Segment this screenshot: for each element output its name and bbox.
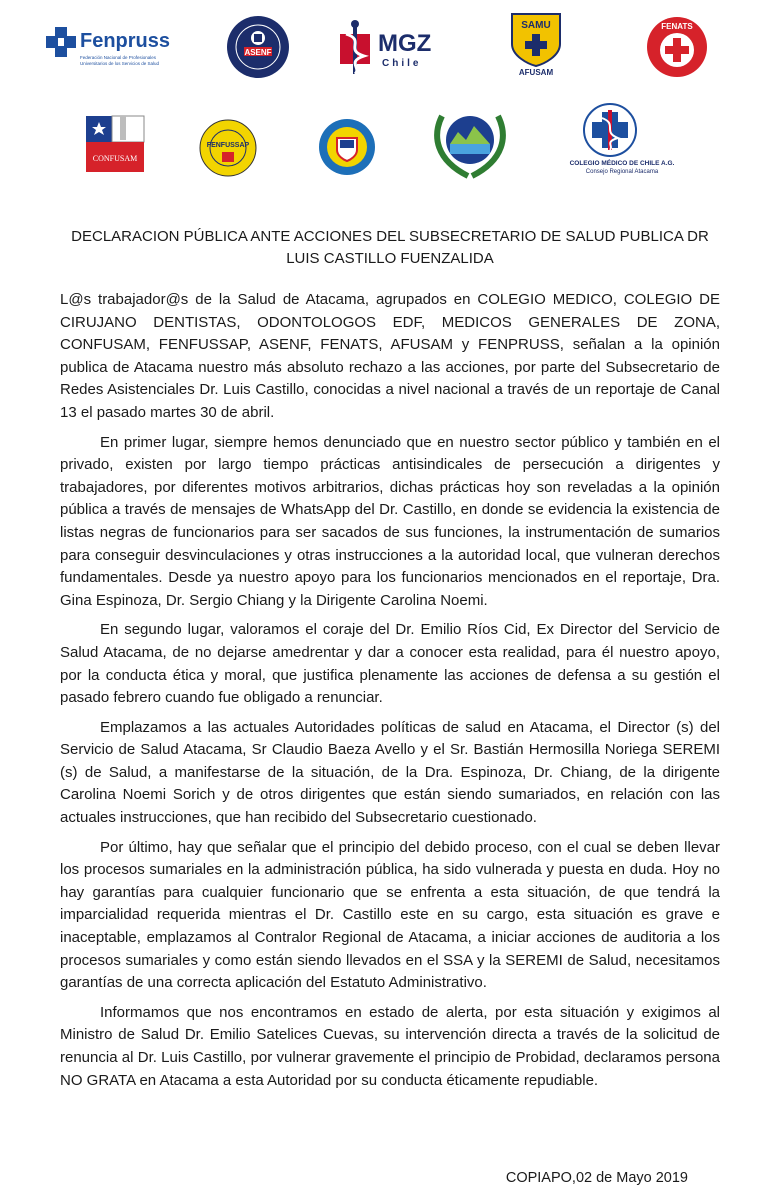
colegio-medico-name: COLEGIO MÉDICO DE CHILE A.G.	[569, 160, 675, 167]
samu-name: SAMU	[521, 20, 551, 31]
mgz-logo	[336, 18, 440, 78]
asenf-seal-icon	[224, 14, 292, 80]
paragraph-6: Informamos que nos encontramos en estado de alerta, por esta situación y exigimos al Ministro de Salud Dr. Emilio Satelices Cuevas, su intervención directa a través de la solicitud de renuncia al Dr. Luis Castillo, por vulnerar gravemente el principio de Probidad, declaramos persona NO GRATA en Atacama a esta Autoridad por su conducta éticamente repudiable.	[60, 1003, 720, 1089]
place-date-signature: COPIAPO,02 de Mayo 2019	[505, 1170, 688, 1186]
laurel-wreath-icon	[428, 100, 512, 180]
samu-badge-icon	[508, 10, 564, 68]
colegio-medico-emblem-icon	[552, 102, 692, 158]
fenpruss-subtitle-2: Universitarios de los Servicios de Salud	[80, 61, 160, 66]
samu-logo	[508, 10, 564, 78]
mgz-name: MGZ	[378, 30, 432, 57]
document-body	[60, 289, 720, 1099]
fenpruss-name: Fenpruss	[80, 30, 171, 52]
fenfussap-name: FENFUSSAP	[206, 142, 250, 149]
paragraph-3: En segundo lugar, valoramos el coraje del Dr. Emilio Ríos Cid, Ex Director del Servicio de Salud Atacama, de no dejarse amedrentar y dar a conocer esta realidad, para él nuestro apoyo, por la conducta ética y moral, que justifica plenamente las acciones de defensa a su gestión el pasado febrero cuando fue obligado a renunciar.	[60, 621, 720, 707]
paragraph-5: Por último, hay que señalar que el principio del debido proceso, con el cual se deben llevar los procesos sumariales en la administración pública, ha sido vulnerada y puesta en duda. Hoy no hay garantías para cualquier funcionario que se enfrenta a esta situación, de que tendrá la imparcialidad requerida mientras el Dr. Castillo este en su cargo, esta situación es grave e inaceptable, emplazamos al Contralor Regional de Atacama, a iniciar acciones de auditoria a los procesos sumariales y como están siendo llevados en el SSA y la SEREMI de Salud, necesitamos garantías de una correcta aplicación del Estatuto Administrativo.	[60, 838, 720, 992]
paragraph-1: L@s trabajador@s de la Salud de Atacama, agrupados en COLEGIO MEDICO, COLEGIO DE CIRUJANO DENTISTAS, ODONTOLOGOS EDF, MEDICOS GENERALES DE ZONA, CONFUSAM, FENFUSSAP, ASENF, FENATS, AFUSAM y FENPRUSS, señalan a la opinión publica de Atacama nuestro más absoluto rechazo a las acciones, por parte del Subsecretario de Redes Asistenciales Dr. Luis Castillo, conocidas a nivel nacional a través de un reportaje de Canal 13 el pasado martes 30 de abril.	[60, 291, 720, 421]
fenpruss-logo	[44, 22, 184, 72]
fenats-logo	[646, 16, 708, 78]
paragraph-2: En primer lugar, siempre hemos denunciado que en nuestro sector público y también en el privado, existen por largo tiempo prácticas antisindicales de persecución a dirigentes y trabajadores, por diferentes motivos arbitrarios, dichas prácticas hoy son reveladas a la opinión pública a través de mensajes de WhatsApp del Dr. Castillo, en donde se evidencia la existencia de listas negras de funcionarios para ser sacados de sus funciones, la instrumentación de sumarios para conseguir desvinculaciones y otras instrucciones a la autoridad local, que vulneran derechos fundamentales. Desde ya nuestro apoyo para los funcionarios mencionados en el reportaje, Dra. Gina Espinoza, Dr. Sergio Chiang y la Dirigente Carolina Noemi.	[60, 433, 720, 609]
shield-seal-icon	[318, 118, 376, 176]
regional-seal-logo	[318, 118, 376, 176]
mgz-country: Chile	[382, 58, 422, 69]
caduceus-icon	[336, 18, 376, 78]
confusam-flag-icon	[84, 114, 146, 176]
fenpruss-subtitle-1: Federación Nacional de Profesionales	[80, 55, 157, 60]
colegio-medico-logo	[552, 102, 692, 182]
laurel-emblem-logo	[428, 100, 512, 180]
paragraph-4: Emplazamos a las actuales Autoridades políticas de salud en Atacama, el Director (s) del Servicio de Salud Atacama, Sr Claudio Baeza Avello y el Sr. Bastián Hermosilla Noriega SEREMI (s) de Salud, a manifestarse de la situación, de la Dra. Espinoza, Dr. Chiang, de la dirigente Carolina Noemi Sorich y de otros dirigentes que están siendo sumariados, en relación con las actuales instrucciones, que han recibido del Subsecretario cuestionado.	[60, 718, 720, 827]
asenf-logo	[224, 14, 292, 80]
fenfussap-logo	[198, 118, 258, 178]
confusam-logo	[84, 114, 146, 176]
asenf-name: ASENF	[244, 48, 272, 57]
fenats-name: FENATS	[661, 22, 693, 31]
colegio-medico-subtitle: Consejo Regional Atacama	[585, 169, 659, 175]
confusam-name: CONFUSAM	[92, 154, 138, 163]
afusam-name: AFUSAM	[518, 68, 554, 77]
document-title: DECLARACION PÚBLICA ANTE ACCIONES DEL SUBSECRETARIO DE SALUD PUBLICA DR LUIS CASTILLO FUENZALIDA	[71, 228, 709, 267]
